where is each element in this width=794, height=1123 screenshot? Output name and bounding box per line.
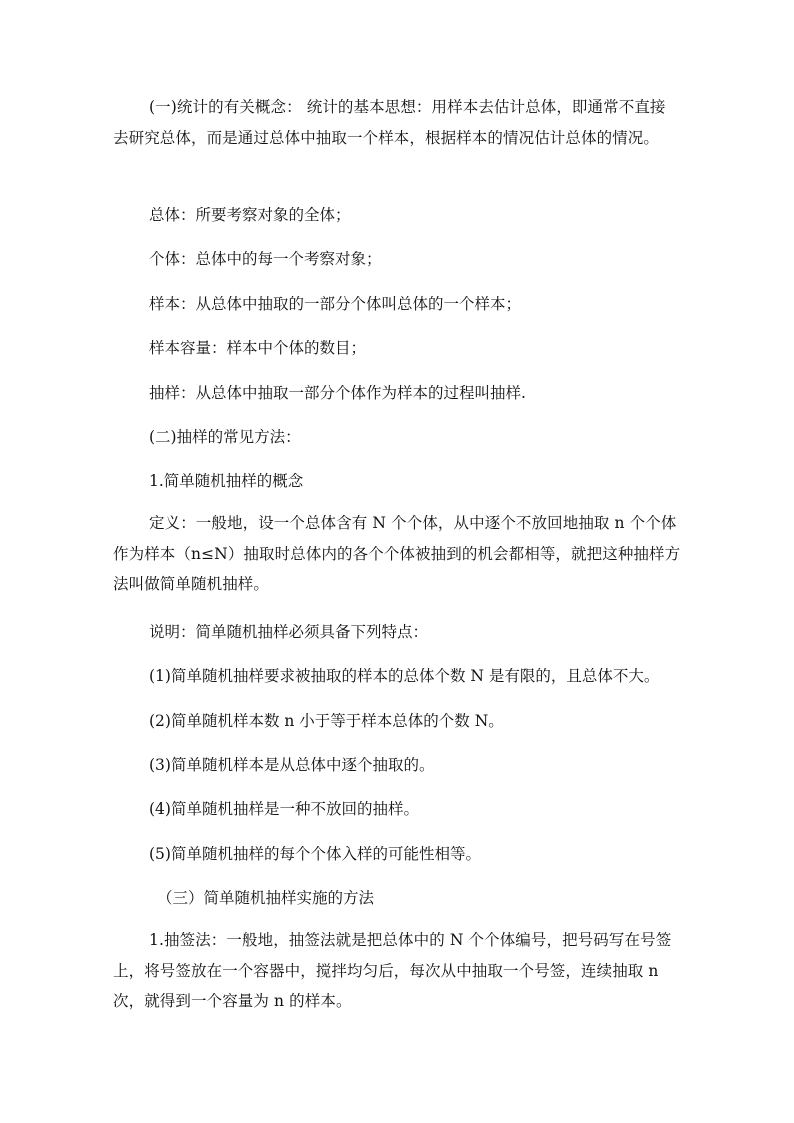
definition-population: 总体：所要考察对象的全体；: [149, 206, 351, 224]
definition-sample-size: 样本容量：样本中个体的数目；: [149, 339, 367, 357]
heading-simple-random-sampling: 1.简单随机抽样的概念: [149, 472, 304, 490]
heading-sampling-methods: (二)抽样的常见方法：: [149, 428, 301, 446]
feature-item-1: (1)简单随机抽样要求被抽取的样本的总体个数 N 是有限的，且总体不大。: [149, 667, 660, 685]
heading-implementation-methods: （三）简单随机抽样实施的方法: [157, 889, 375, 907]
paragraph-statistics-concepts: (一)统计的有关概念： 统计的基本思想：用样本去估计总体，即通常不直接去研究总体，而是通过总体中抽取一个样本，根据样本的情况估计总体的情况。: [113, 98, 666, 147]
paragraph-definition: 定义：一般地，设一个总体含有 N 个个体，从中逐个不放回地抽取 n 个个体作为样本（n≤N）抽取时总体内的各个个体被抽到的机会都相等，就把这种抽样方法叫做简单随机抽样。: [113, 514, 681, 593]
feature-item-3: (3)简单随机样本是从总体中逐个抽取的。: [149, 756, 435, 774]
feature-item-4: (4)简单随机抽样是一种不放回的抽样。: [149, 800, 419, 818]
paragraph-explanation: 说明：简单随机抽样必须具备下列特点：: [149, 623, 429, 641]
definition-individual: 个体：总体中的每一个考察对象；: [149, 250, 382, 268]
feature-item-5: (5)简单随机抽样的每个个体入样的可能性相等。: [149, 845, 481, 863]
definition-sample: 样本：从总体中抽取的一部分个体叫总体的一个样本；: [149, 295, 522, 313]
definition-sampling: 抽样：从总体中抽取一部分个体作为样本的过程叫抽样.: [149, 384, 526, 402]
paragraph-lottery-method: 1.抽签法：一般地，抽签法就是把总体中的 N 个个体编号，把号码写在号签上，将号签放在一个容器中，搅拌均匀后，每次从中抽取一个号签，连续抽取 n 次，就得到一个容量为 n 的样本。: [113, 931, 672, 1010]
feature-item-2: (2)简单随机样本数 n 小于等于样本总体的个数 N。: [149, 712, 504, 730]
